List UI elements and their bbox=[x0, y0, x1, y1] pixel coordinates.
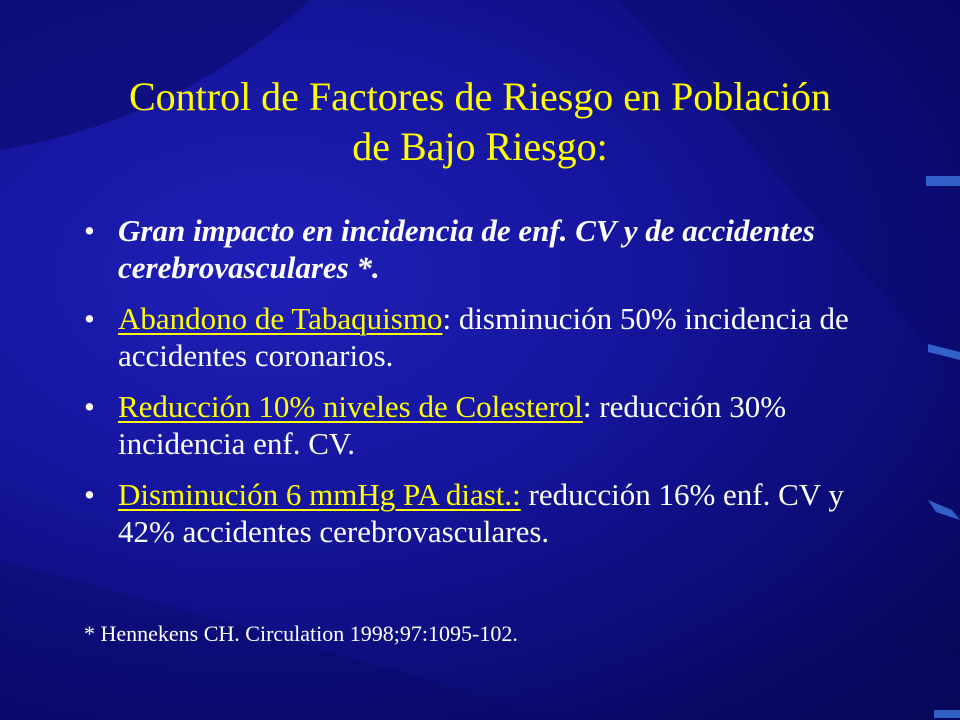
bullet-dot-icon: • bbox=[84, 213, 95, 248]
bullet-text: Gran impacto en incidencia de enf. CV y de accidentes cerebrovasculares *. bbox=[118, 213, 815, 285]
bullet-key-separator: : bbox=[582, 389, 592, 424]
bullet-item-cholesterol bbox=[84, 388, 864, 462]
bullet-text: reducción 30% incidencia enf. CV. bbox=[118, 389, 787, 461]
footnote-reference: * Hennekens CH. Circulation 1998;97:1095-102. bbox=[84, 621, 518, 646]
bullet-item-smoking bbox=[84, 300, 864, 374]
bullet-list bbox=[84, 212, 864, 564]
bullet-key-term: Reducción 10% niveles de Colesterol bbox=[118, 389, 583, 424]
bullet-item-impact bbox=[84, 212, 864, 286]
bullet-dot-icon: • bbox=[84, 477, 95, 512]
bullet-dot-icon: • bbox=[84, 301, 95, 336]
bullet-text: reducción 16% enf. CV y 42% accidentes cerebrovasculares. bbox=[118, 477, 844, 549]
bullet-key-term: Disminución 6 mmHg PA diast.: bbox=[118, 477, 521, 512]
slide-title-line-1: Control de Factores de Riesgo en Población bbox=[128, 74, 832, 119]
slide-title-line-2: de Bajo Riesgo: bbox=[352, 124, 608, 169]
slide-title bbox=[60, 72, 900, 172]
bullet-key-separator: : bbox=[442, 301, 452, 336]
bullet-text: disminución 50% incidencia de accidentes coronarios. bbox=[118, 301, 849, 373]
bullet-item-blood-pressure bbox=[84, 476, 864, 550]
bullet-dot-icon: • bbox=[84, 389, 95, 424]
bullet-key-term: Abandono de Tabaquismo bbox=[118, 301, 443, 336]
